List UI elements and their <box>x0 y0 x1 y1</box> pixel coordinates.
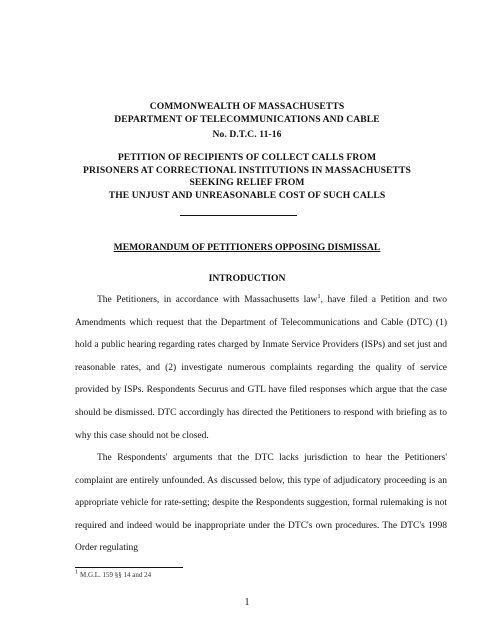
body-paragraph: The Respondents' arguments that the DTC lacks jurisdiction to hear the Petitioners' complaint are entirely unfounded. As discussed below, this type of adjudicatory proceeding is an appropriate vehicle for rate-setting; despite the Respondents suggestion, formal rulemaking is not required and indeed would be inappropriate under the DTC's own procedures. The DTC's 1998 Order regulating <box>75 453 447 554</box>
section-heading: INTRODUCTION <box>208 273 286 284</box>
petition-title <box>0 152 494 202</box>
petition-title-line: SEEKING RELIEF FROM <box>189 177 305 188</box>
footnote-mark: 1 <box>75 568 79 576</box>
memorandum-title: MEMORANDUM OF PETITIONERS OPPOSING DISMISSAL <box>113 242 381 253</box>
footnote-divider <box>75 567 183 568</box>
petition-title-line: THE UNJUST AND UNREASONABLE COST OF SUCH CALLS <box>108 189 386 201</box>
paragraph-text: The Petitioners, in accordance with Massachusetts law <box>97 295 318 305</box>
petition-title-line: PRISONERS AT CORRECTIONAL INSTITUTIONS IN MASSACHUSETTS <box>83 164 411 176</box>
footnote-text: M.G.L. 159 §§ 14 and 24 <box>78 571 152 579</box>
footnote <box>75 568 152 579</box>
header-block <box>0 101 494 126</box>
department-heading: DEPARTMENT OF TELECOMMUNICATIONS AND CABLE <box>114 113 380 125</box>
page-number: 1 <box>244 597 250 608</box>
petition-title-line: PETITION OF RECIPIENTS OF COLLECT CALLS FROM <box>117 152 377 163</box>
footnote-reference: 1 <box>317 292 321 300</box>
docket-number: No. D.T.C. 11-16 <box>212 129 282 140</box>
title-divider <box>180 215 297 216</box>
body-paragraph <box>75 289 447 447</box>
paragraph-text: , have filed a Petition and two Amendments which request that the Department of Telecommunications and Cable (DTC) (1) hold a public hearing regarding rates charged by Inmate Service Providers (ISPs) and set just and reasonable rates, and (2) investigate numerous complaints regarding the quality of service provided by ISPs. Respondents Securus and GTL have filed responses which argue that the case should be dismissed. DTC accordingly has directed the Petitioners to respond with briefing as to why this case should not be closed. <box>75 295 447 441</box>
commonwealth-heading: COMMONWEALTH OF MASSACHUSETTS <box>149 101 345 112</box>
